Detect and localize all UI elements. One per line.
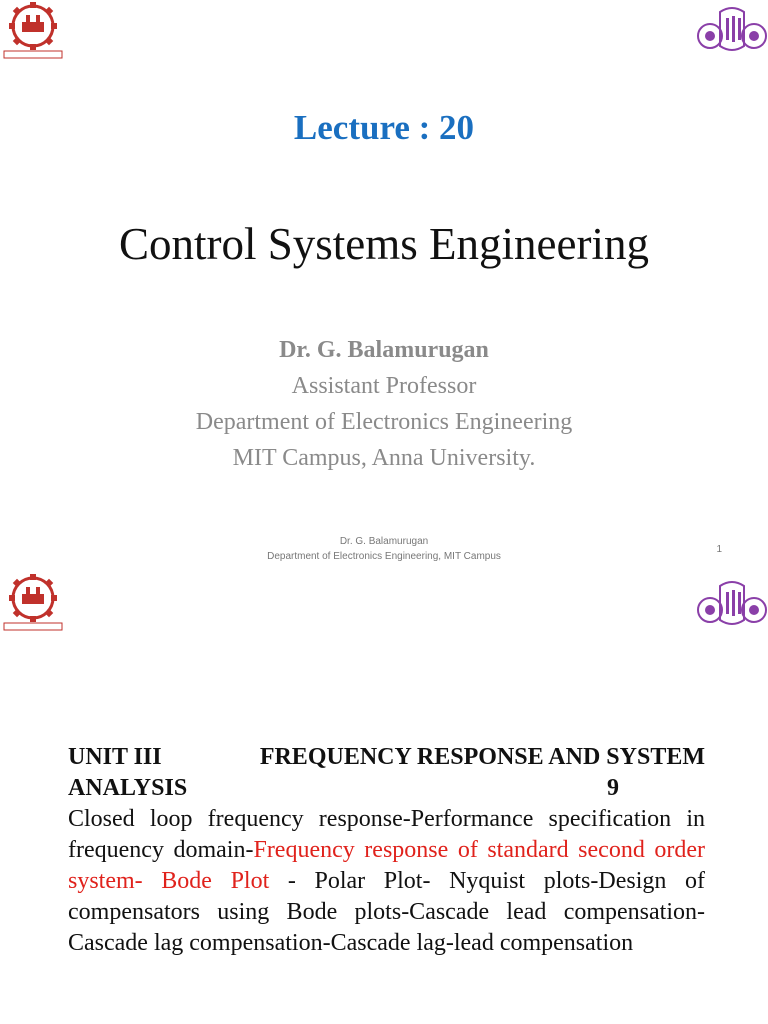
anna-university-logo-icon [0,572,66,632]
syllabus-highlight: Frequency response of standard second order system- Bode Plot [68,837,706,894]
page-number: 1 [716,544,722,555]
footer-department: Department of Electronics Engineering, MIT Campus [267,551,501,562]
unit-title: FREQUENCY RESPONSE AND SYSTEM [259,744,705,770]
slide-footer [0,534,768,564]
slide-2 [0,572,768,1024]
author-name: Dr. G. Balamurugan [279,337,489,363]
unit-heading [68,742,705,773]
unit-label: UNIT III [68,744,162,770]
mit-emblem-logo-icon [696,576,768,632]
course-title: Control Systems Engineering [119,219,649,269]
unit-heading-cont [68,773,705,804]
anna-university-logo-icon [0,0,66,60]
author-campus: MIT Campus, Anna University. [232,445,536,471]
syllabus-block [68,742,705,959]
author-block [0,332,768,476]
syllabus-text [68,804,705,959]
syllabus-text-part1: Closed loop frequency response-Performance specification in frequency domain- [68,806,705,863]
mit-emblem-logo-icon [696,2,768,58]
author-designation: Assistant Professor [291,373,477,399]
syllabus-text-part2: - Polar Plot- Nyquist plots-Design of compensators using Bode plots-Cascade lead compensation-Cascade lag compensation-Cascade lag-lead compensation [68,868,705,956]
footer-author: Dr. G. Balamurugan [339,536,429,547]
lecture-number: Lecture : 20 [293,108,475,147]
unit-title-cont: ANALYSIS [68,775,188,801]
author-department: Department of Electronics Engineering [195,409,573,435]
unit-hours: 9 [607,775,619,801]
